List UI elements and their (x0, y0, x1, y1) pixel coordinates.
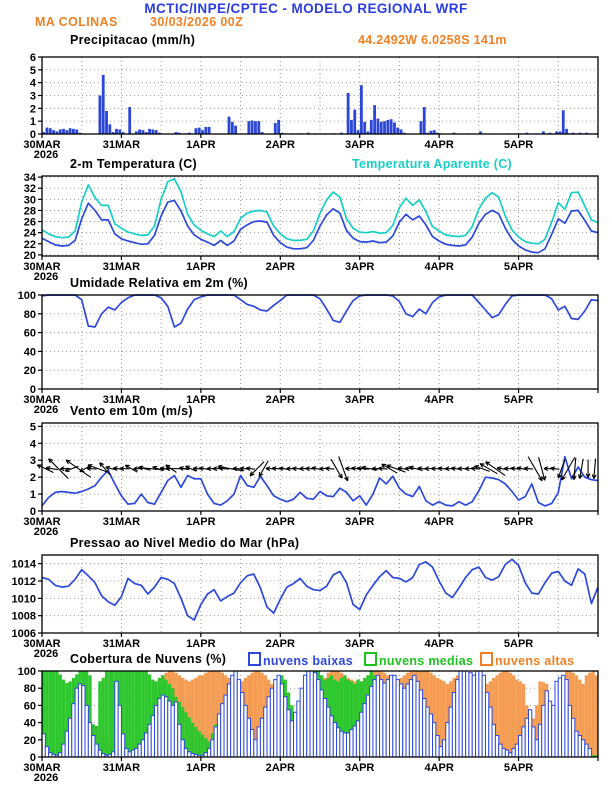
svg-text:5: 5 (29, 64, 36, 77)
svg-text:1APR: 1APR (186, 762, 216, 774)
svg-text:3APR: 3APR (345, 516, 375, 528)
svg-text:1014: 1014 (11, 558, 36, 571)
svg-text:1010: 1010 (11, 593, 36, 606)
svg-text:2: 2 (29, 103, 36, 116)
svg-text:5APR: 5APR (503, 394, 534, 406)
svg-text:24: 24 (23, 227, 36, 240)
svg-text:30MAR: 30MAR (23, 261, 61, 273)
svg-text:4: 4 (29, 438, 36, 451)
svg-text:3: 3 (29, 90, 36, 103)
svg-text:100: 100 (17, 666, 36, 678)
svg-text:1: 1 (29, 489, 36, 502)
svg-text:0: 0 (29, 129, 36, 141)
svg-text:5: 5 (29, 421, 36, 434)
svg-text:5APR: 5APR (503, 516, 534, 528)
svg-text:3APR: 3APR (345, 638, 375, 650)
svg-text:80: 80 (23, 308, 36, 321)
svg-text:20: 20 (23, 365, 36, 378)
svg-text:2APR: 2APR (265, 394, 295, 406)
panel-title-temperatura-aparente: Temperatura Aparente (C) (352, 157, 513, 171)
panel-clouds (18, 666, 598, 784)
svg-text:4: 4 (29, 77, 36, 90)
svg-text:30MAR: 30MAR (23, 394, 61, 406)
svg-text:40: 40 (23, 346, 36, 359)
svg-text:20: 20 (23, 249, 36, 262)
svg-text:1: 1 (29, 116, 36, 129)
svg-text:31MAR: 31MAR (102, 762, 141, 774)
svg-text:3APR: 3APR (345, 139, 375, 151)
svg-text:60: 60 (23, 700, 36, 713)
svg-text:30MAR: 30MAR (23, 762, 61, 774)
svg-text:0: 0 (29, 506, 36, 518)
panel-title-umidade: Umidade Relativa em 2m (%) (70, 276, 248, 290)
svg-text:22: 22 (23, 238, 36, 251)
svg-text:0: 0 (29, 752, 36, 764)
panel-title-vento: Vento em 10m (m/s) (70, 404, 193, 418)
svg-text:31MAR: 31MAR (102, 394, 141, 406)
svg-text:4APR: 4APR (424, 139, 454, 151)
svg-text:1012: 1012 (11, 576, 36, 588)
svg-text:4APR: 4APR (424, 394, 454, 406)
svg-text:0: 0 (29, 384, 36, 396)
svg-text:30: 30 (23, 194, 36, 207)
panel-title-temperatura: 2-m Temperatura (C) (70, 157, 198, 171)
svg-text:26: 26 (23, 216, 36, 229)
svg-text:20: 20 (23, 734, 36, 747)
page-title: MCTIC/INPE/CPTEC - MODELO REGIONAL WRF (144, 1, 468, 16)
svg-text:2026: 2026 (33, 271, 59, 283)
svg-text:2026: 2026 (33, 772, 59, 784)
svg-text:3APR: 3APR (345, 261, 375, 273)
svg-text:1006: 1006 (11, 628, 36, 640)
svg-text:1APR: 1APR (186, 516, 216, 528)
svg-text:2APR: 2APR (265, 762, 295, 774)
svg-text:30MAR: 30MAR (23, 516, 61, 528)
svg-text:5APR: 5APR (503, 261, 534, 273)
svg-text:2026: 2026 (33, 404, 59, 416)
legend-nuvens-medias: nuvens medias (364, 652, 473, 668)
svg-text:1APR: 1APR (186, 261, 216, 273)
legend-nuvens-baixas: nuvens baixas (248, 652, 353, 668)
panel-title-pressao: Pressao ao Nivel Medio do Mar (hPa) (70, 536, 300, 550)
panel-pressure (12, 555, 598, 660)
svg-text:31MAR: 31MAR (102, 516, 141, 528)
svg-text:28: 28 (23, 205, 36, 218)
svg-text:34: 34 (23, 172, 36, 185)
svg-text:1APR: 1APR (186, 394, 216, 406)
svg-text:31MAR: 31MAR (102, 261, 141, 273)
station-name: MA COLINAS (35, 15, 118, 29)
svg-text:5APR: 5APR (503, 139, 534, 151)
svg-text:4APR: 4APR (424, 762, 454, 774)
svg-text:2APR: 2APR (265, 261, 295, 273)
svg-text:5APR: 5APR (503, 762, 534, 774)
svg-text:2026: 2026 (33, 648, 59, 660)
model-run-datetime: 30/03/2026 00Z (150, 15, 244, 29)
svg-text:5APR: 5APR (503, 638, 534, 650)
svg-text:6: 6 (29, 52, 36, 64)
svg-text:3: 3 (29, 455, 36, 468)
panel-precip (23, 52, 598, 161)
panel-wind10m (23, 421, 598, 538)
legend-nuvens-altas: nuvens altas (480, 652, 574, 668)
svg-text:60: 60 (23, 327, 36, 340)
panel-title-nuvens: Cobertura de Nuvens (%) (70, 652, 227, 666)
svg-text:1APR: 1APR (186, 638, 216, 650)
svg-text:3APR: 3APR (345, 762, 375, 774)
svg-text:4APR: 4APR (424, 638, 454, 650)
svg-text:30MAR: 30MAR (23, 638, 61, 650)
svg-text:4APR: 4APR (424, 261, 454, 273)
svg-text:100: 100 (17, 290, 36, 302)
station-coordinates: 44.2492W 6.0258S 141m (358, 33, 507, 47)
svg-text:2APR: 2APR (265, 139, 295, 151)
svg-text:2: 2 (29, 472, 36, 485)
panel-title-precipitacao: Precipitacao (mm/h) (70, 33, 196, 47)
svg-text:1008: 1008 (11, 610, 36, 623)
svg-text:40: 40 (23, 717, 36, 730)
svg-text:80: 80 (23, 683, 36, 696)
svg-text:2APR: 2APR (265, 516, 295, 528)
svg-text:30MAR: 30MAR (23, 139, 61, 151)
svg-text:2026: 2026 (33, 149, 59, 161)
svg-text:31MAR: 31MAR (102, 638, 141, 650)
svg-text:3APR: 3APR (345, 394, 375, 406)
panel-temp2m (23, 172, 598, 283)
svg-text:31MAR: 31MAR (102, 139, 141, 151)
panel-humidity (18, 290, 598, 416)
svg-text:32: 32 (23, 183, 36, 196)
svg-text:2026: 2026 (33, 526, 59, 538)
svg-text:1APR: 1APR (186, 139, 216, 151)
svg-text:4APR: 4APR (424, 516, 454, 528)
svg-text:2APR: 2APR (265, 638, 295, 650)
